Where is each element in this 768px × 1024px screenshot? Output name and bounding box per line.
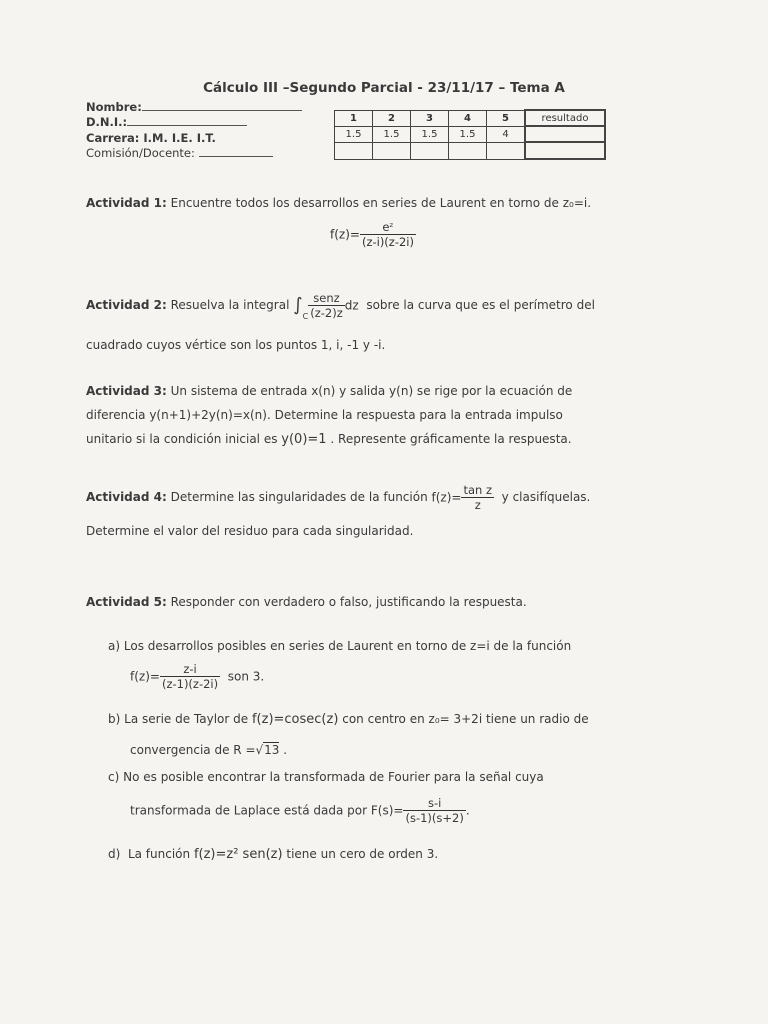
fraction-num: eᶻ bbox=[382, 220, 394, 234]
grades-score-cell[interactable] bbox=[373, 142, 411, 159]
formula-lhs: f(z)= bbox=[330, 227, 360, 242]
grades-header-cell: 2 bbox=[373, 110, 411, 126]
grades-header-row bbox=[335, 110, 606, 126]
grades-score-cell[interactable] bbox=[487, 142, 526, 159]
grades-header-cell: 5 bbox=[487, 110, 526, 126]
actividad-4-line2: Determine el valor del residuo para cada singularidad. bbox=[86, 524, 414, 538]
integral-subscript: C bbox=[302, 312, 309, 321]
actividad-2-label: Actividad 2: bbox=[86, 298, 167, 312]
integral-sign: ∫ bbox=[293, 294, 303, 316]
grades-score-row bbox=[335, 142, 606, 159]
item-c bbox=[108, 765, 684, 789]
item-d bbox=[108, 842, 684, 867]
fraction-num: tan z bbox=[463, 483, 493, 497]
actividad-3-label: Actividad 3: bbox=[86, 384, 167, 398]
item-c-line2 bbox=[130, 796, 630, 825]
comision-label: Comisión/Docente: bbox=[86, 146, 195, 160]
actividad-1-label: Actividad 1: bbox=[86, 196, 167, 210]
item-a-fraction bbox=[160, 662, 220, 691]
fraction-num: z-i bbox=[183, 662, 197, 676]
item-b bbox=[108, 707, 684, 732]
actividad-2-text-after: sobre la curva que es el perímetro del bbox=[366, 298, 595, 312]
actividad-2-fraction bbox=[308, 291, 345, 320]
fraction-den: (z-2)z bbox=[310, 306, 343, 320]
item-c-fraction bbox=[403, 796, 465, 825]
fraction-den: (z-i)(z-2i) bbox=[361, 235, 414, 249]
actividad-3-condition: y(0)=1 bbox=[281, 432, 327, 447]
grades-points-cell: 1.5 bbox=[335, 126, 373, 142]
item-b-formula: f(z)=cosec(z) bbox=[251, 712, 339, 727]
actividad-3-line3b: . Represente gráficamente la respuesta. bbox=[330, 432, 572, 446]
actividad-1-text: Encuentre todos los desarrollos en series de Laurent en torno de z₀=i. bbox=[170, 196, 592, 210]
actividad-4 bbox=[86, 482, 684, 513]
grades-header-cell: 3 bbox=[411, 110, 449, 126]
item-d-formula: f(z)=z² sen(z) bbox=[193, 847, 283, 862]
actividad-1 bbox=[86, 191, 684, 215]
fraction-num: s-i bbox=[427, 796, 442, 810]
grades-table bbox=[334, 109, 606, 160]
grades-score-cell[interactable] bbox=[411, 142, 449, 159]
comision-row bbox=[86, 146, 273, 160]
actividad-4-fraction bbox=[461, 483, 494, 512]
item-d-text2: tiene un cero de orden 3. bbox=[286, 847, 439, 861]
actividad-4-text-before: Determine las singularidades de la función bbox=[170, 490, 428, 504]
formula-lhs: f(z)= bbox=[130, 669, 160, 684]
grades-score-cell[interactable] bbox=[335, 142, 373, 159]
item-a-marker: a) bbox=[108, 639, 121, 653]
actividad-2-line2: cuadrado cuyos vértice son los puntos 1, i, -1 y -i. bbox=[86, 338, 386, 352]
grades-points-resultado bbox=[525, 126, 605, 142]
actividad-5-text: Responder con verdadero o falso, justificando la respuesta. bbox=[170, 595, 527, 609]
grades-points-cell: 1.5 bbox=[373, 126, 411, 142]
dni-blank[interactable] bbox=[127, 115, 247, 126]
formula-fraction bbox=[360, 220, 416, 249]
actividad-2 bbox=[86, 290, 684, 332]
nombre-blank[interactable] bbox=[142, 100, 302, 111]
grades-points-cell: 4 bbox=[487, 126, 526, 142]
nombre-label: Nombre: bbox=[86, 100, 142, 114]
sqrt-sign: √ bbox=[255, 743, 264, 757]
grades-header-resultado: resultado bbox=[525, 110, 605, 126]
grades-points-cell: 1.5 bbox=[449, 126, 487, 142]
item-d-text1: La función bbox=[127, 847, 191, 861]
carrera-label: Carrera: I.M. I.E. I.T. bbox=[86, 131, 216, 145]
actividad-3-line3a: unitario si la condición inicial es bbox=[86, 432, 278, 446]
item-b-line2 bbox=[130, 738, 530, 762]
actividad-2-text-before: Resuelva la integral bbox=[170, 298, 290, 312]
grades-header-cell: 4 bbox=[449, 110, 487, 126]
exam-title: Cálculo III –Segundo Parcial - 23/11/17 – Tema A bbox=[203, 80, 565, 96]
actividad-3 bbox=[86, 379, 684, 403]
item-a bbox=[108, 634, 684, 658]
grades-score-resultado[interactable] bbox=[525, 142, 605, 159]
radius-value: 13 bbox=[264, 743, 280, 757]
grades-score-cell[interactable] bbox=[449, 142, 487, 159]
actividad-3-line3 bbox=[86, 427, 684, 452]
grades-points-cell: 1.5 bbox=[411, 126, 449, 142]
actividad-5-label: Actividad 5: bbox=[86, 595, 167, 609]
item-a-formula bbox=[130, 662, 530, 691]
actividad-3-line1: Un sistema de entrada x(n) y salida y(n) se rige por la ecuación de bbox=[170, 384, 573, 398]
item-b-text1: La serie de Taylor de bbox=[124, 712, 249, 726]
fraction-den: (z-1)(z-2i) bbox=[161, 677, 219, 691]
item-c-marker: c) bbox=[108, 770, 120, 784]
carrera-row bbox=[86, 131, 216, 145]
item-d-marker: d) bbox=[108, 847, 121, 861]
dni-label: D.N.I.: bbox=[86, 115, 128, 129]
item-a-after: son 3. bbox=[227, 669, 265, 684]
item-c-line1: No es posible encontrar la transformada de Fourier para la señal cuya bbox=[123, 770, 544, 784]
actividad-5 bbox=[86, 590, 684, 614]
item-b-text2: con centro en z₀= 3+2i tiene un radio de bbox=[342, 712, 589, 726]
item-b-marker: b) bbox=[108, 712, 121, 726]
item-c-after: . bbox=[465, 803, 470, 818]
formula-lhs: F(s)= bbox=[370, 803, 404, 818]
item-c-text2: transformada de Laplace está dada por bbox=[130, 803, 368, 818]
fraction-den: (s-1)(s+2) bbox=[405, 811, 464, 825]
fraction-den: z bbox=[461, 497, 494, 512]
actividad-3-line2: diferencia y(n+1)+2y(n)=x(n). Determine la respuesta para la entrada impulso bbox=[86, 408, 563, 422]
formula-lhs: f(z)= bbox=[431, 490, 462, 505]
actividad-1-formula bbox=[330, 220, 416, 249]
item-a-line1: Los desarrollos posibles en series de Laurent en torno de z=i de la función bbox=[123, 639, 572, 653]
fraction-num: senz bbox=[313, 291, 340, 305]
dni-row bbox=[86, 115, 247, 129]
integral-dz: dz bbox=[344, 298, 359, 313]
item-b-line2a: convergencia de bbox=[130, 743, 230, 757]
actividad-4-label: Actividad 4: bbox=[86, 490, 167, 504]
actividad-4-text-after: y clasifíquelas. bbox=[501, 490, 591, 504]
item-b-line2b: . bbox=[283, 743, 288, 757]
grades-header-cell: 1 bbox=[335, 110, 373, 126]
grades-points-row bbox=[335, 126, 606, 142]
radius-lhs: R = bbox=[233, 743, 256, 757]
comision-blank[interactable] bbox=[199, 146, 273, 157]
nombre-row bbox=[86, 100, 302, 114]
